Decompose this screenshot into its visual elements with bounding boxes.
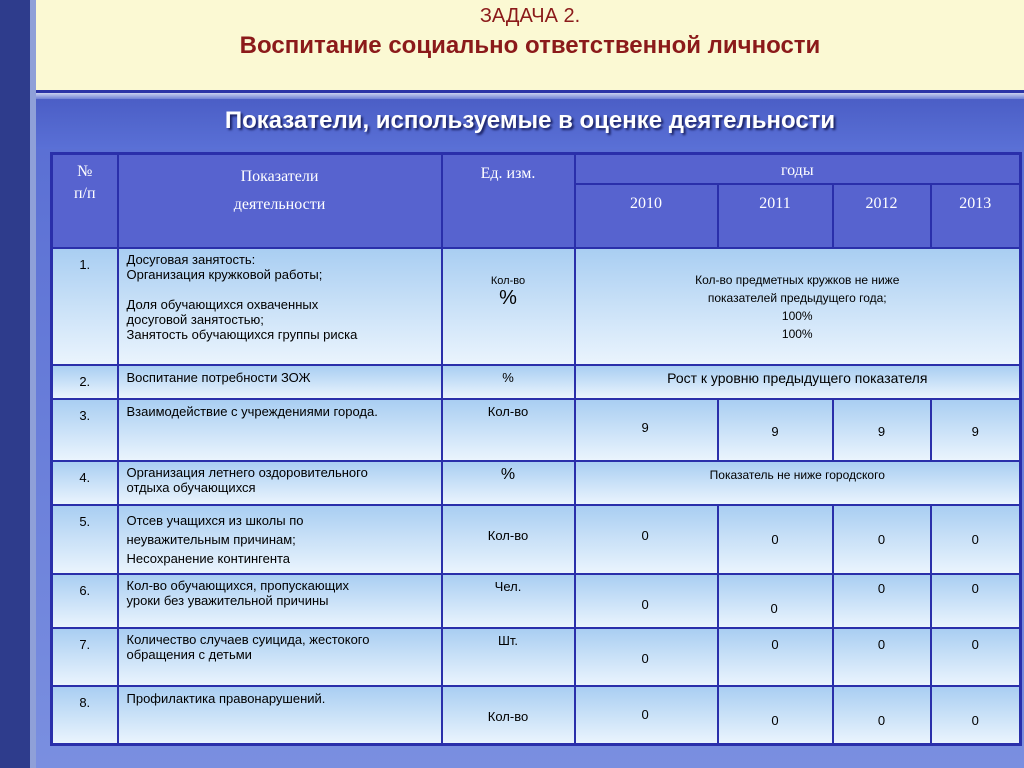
value-2013: 0 (931, 574, 1021, 628)
value-2010: 0 (575, 574, 718, 628)
value-2012: 0 (833, 628, 931, 686)
desc-line (127, 282, 433, 297)
value-2013: 9 (931, 399, 1021, 461)
desc-line: Организация летнего оздоровительного (126, 465, 368, 481)
unit-line: % (499, 286, 517, 309)
row-number: 1. (52, 248, 118, 365)
row-description (118, 628, 442, 686)
merged-line: 100% (781, 326, 813, 341)
desc-line: Количество случаев суицида, жестокого (126, 631, 370, 647)
desc-line: Отсев учащихся из школы по (126, 513, 304, 529)
header-indicators-line1: Показатели (240, 168, 319, 185)
value-2010: 0 (575, 505, 718, 573)
table-row (52, 248, 1021, 365)
row-unit: % (442, 461, 575, 505)
value-2013: 0 (931, 628, 1021, 686)
row-number: 2. (52, 365, 118, 399)
table-row (52, 574, 1021, 628)
desc-line: Организация кружковой работы; (126, 266, 323, 282)
desc-line: досуговой занятостью; (126, 311, 264, 327)
value-2012: 9 (833, 399, 931, 461)
desc-line: обращения с детьми (126, 646, 252, 662)
row-description: Взаимодействие с учреждениями города. (118, 399, 442, 461)
value-2010: 0 (575, 628, 718, 686)
row-merged-values: Рост к уровню предыдущего показателя (575, 365, 1021, 399)
row-description (118, 248, 442, 365)
row-merged-values (575, 248, 1021, 365)
table-row (52, 686, 1021, 744)
row-number: 6. (52, 574, 118, 628)
desc-line: Досуговая занятость: (126, 251, 256, 267)
row-unit (442, 248, 575, 365)
merged-line: показателей предыдущего года; (707, 290, 887, 305)
value-2010: 0 (575, 686, 718, 744)
value-2013: 0 (931, 505, 1021, 573)
header-num-pp: п/п (73, 185, 96, 202)
row-unit: Шт. (442, 628, 575, 686)
row-description: Профилактика правонарушений. (118, 686, 442, 744)
header-years: годы (575, 154, 1021, 184)
row-description (118, 574, 442, 628)
header-year-2011: 2011 (718, 184, 833, 248)
value-2011: 0 (718, 686, 833, 744)
task-subtitle: Воспитание социально ответственной личности (239, 32, 821, 59)
header-num (52, 154, 118, 248)
header-indicators-line2: деятельности (233, 196, 326, 213)
row-number: 5. (52, 505, 118, 573)
desc-line: Кол-во обучающихся, пропускающих (126, 577, 350, 593)
value-2012: 0 (833, 574, 931, 628)
header-year-2010: 2010 (575, 184, 718, 248)
row-number: 8. (52, 686, 118, 744)
table-row (52, 399, 1021, 461)
header-year-2012: 2012 (833, 184, 931, 248)
value-2012: 0 (833, 505, 931, 573)
unit-line: Кол-во (490, 274, 526, 287)
row-number: 4. (52, 461, 118, 505)
row-description: Воспитание потребности ЗОЖ (118, 365, 442, 399)
value-2012: 0 (833, 686, 931, 744)
value-2010: 9 (575, 399, 718, 461)
left-stripe-dark (0, 0, 30, 768)
header-box (36, 0, 1024, 90)
page-title: Показатели, используемые в оценке деятельности (224, 107, 836, 134)
table-row (52, 505, 1021, 573)
table-row (52, 628, 1021, 686)
row-number: 3. (52, 399, 118, 461)
header-unit: Ед. изм. (442, 154, 575, 248)
merged-line: Кол-во предметных кружков не ниже (695, 272, 900, 287)
value-2013: 0 (931, 686, 1021, 744)
desc-line: неуважительным причинам; (126, 532, 296, 548)
indicators-table (50, 152, 1022, 746)
row-unit: Кол-во (442, 399, 575, 461)
table-row (52, 461, 1021, 505)
desc-line: Несохранение контингента (126, 551, 291, 567)
value-2011: 9 (718, 399, 833, 461)
title-band (36, 99, 1024, 149)
desc-line: отдыха обучающихся (126, 480, 256, 496)
row-unit: Чел. (442, 574, 575, 628)
header-num-symbol: № (77, 163, 93, 180)
header-year-2013: 2013 (931, 184, 1021, 248)
row-unit: Кол-во (442, 505, 575, 573)
row-description (118, 461, 442, 505)
header-indicators (118, 154, 442, 248)
desc-line: Доля обучающихся охваченных (126, 296, 319, 312)
merged-line: 100% (781, 308, 813, 323)
table-row (52, 365, 1021, 399)
row-merged-values: Показатель не ниже городского (575, 461, 1021, 505)
value-2011: 0 (718, 628, 833, 686)
desc-line: уроки без уважительной причины (126, 592, 329, 608)
task-label: ЗАДАЧА 2. (479, 5, 581, 27)
row-description (118, 505, 442, 573)
desc-line: Занятость обучающихся группы риска (126, 326, 358, 342)
value-2011: 0 (718, 505, 833, 573)
row-number: 7. (52, 628, 118, 686)
value-2011: 0 (718, 574, 833, 628)
row-unit: Кол-во (442, 686, 575, 744)
row-unit: % (442, 365, 575, 399)
